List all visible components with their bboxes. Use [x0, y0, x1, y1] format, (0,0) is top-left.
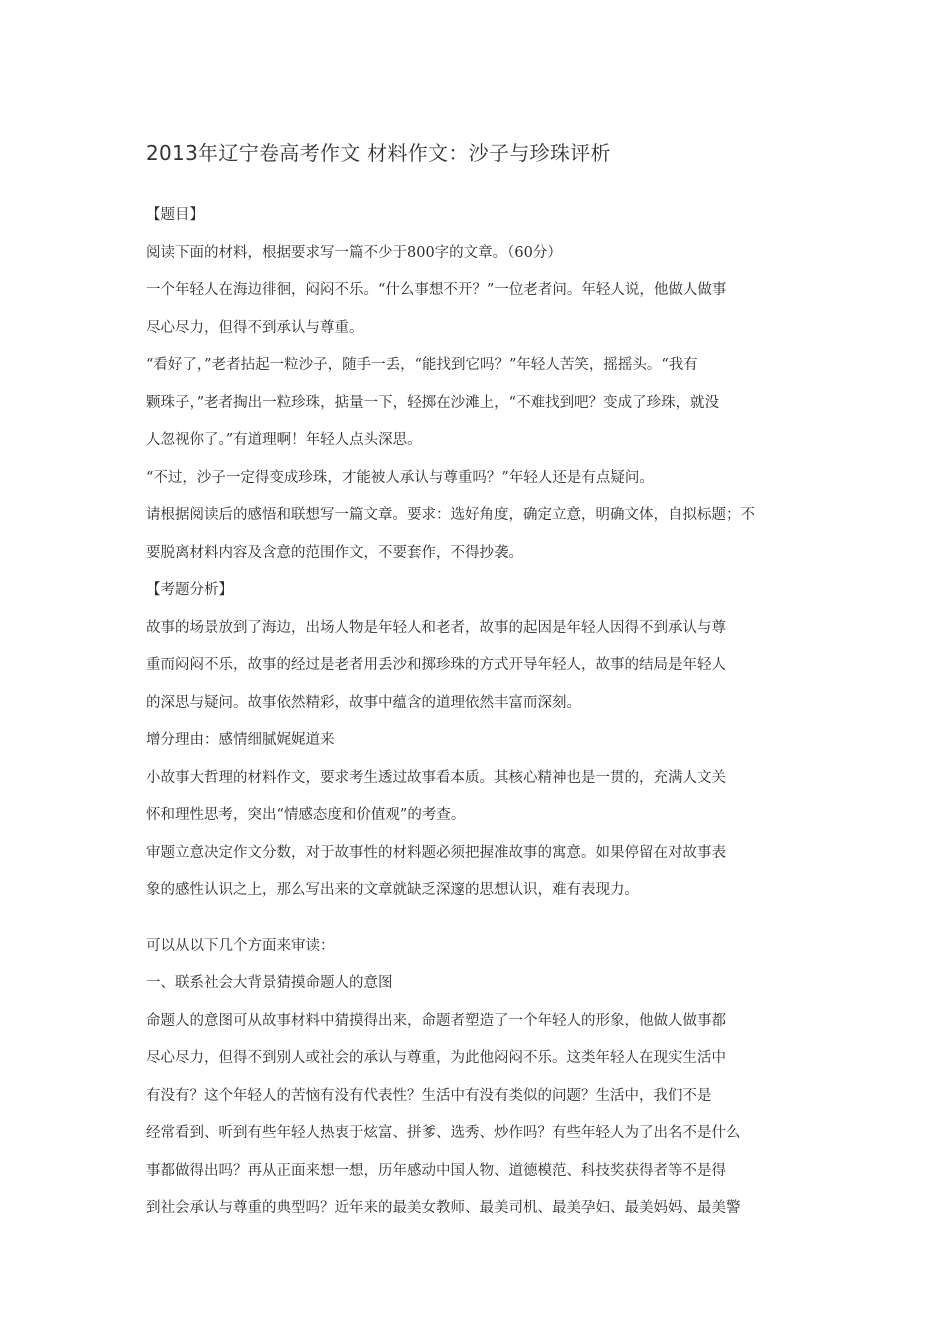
paragraph-line: 到社会承认与尊重的典型吗？近年来的最美女教师、最美司机、最美孕妇、最美妈妈、最美警 — [146, 1200, 741, 1216]
paragraph-line: 阅读下面的材料，根据要求写一篇不少于800字的文章。（60分） — [146, 244, 562, 261]
paragraph-line: “不过，沙子一定得变成珍珠，才能被人承认与尊重吗？”年轻人还是有点疑问。 — [146, 469, 654, 486]
paragraph-line: 故事的场景放到了海边，出场人物是年轻人和老者，故事的起因是年轻人因得不到承认与尊 — [146, 619, 726, 636]
document-title: 2013年辽宁卷高考作文 材料作文：沙子与珍珠评析 — [146, 141, 611, 165]
paragraph-line: 重而闷闷不乐，故事的经过是老者用丢沙和掷珍珠的方式开导年轻人，故事的结局是年轻人 — [146, 657, 726, 673]
paragraph-line: 【题目】 — [146, 207, 204, 223]
paragraph-line: 的深思与疑问。故事依然精彩，故事中蕴含的道理依然丰富而深刻。 — [146, 694, 581, 711]
section-heading: 【考题分析】 — [146, 582, 233, 598]
section-heading: 一、联系社会大背景猜摸命题人的意图 — [146, 975, 393, 991]
paragraph-line: 事都做得出吗？再从正面来想一想，历年感动中国人物、道德模范、科技奖获得者等不是得 — [146, 1162, 726, 1179]
paragraph-line: 小故事大哲理的材料作文，要求考生透过故事看本质。其核心精神也是一贯的，充满人文关 — [146, 769, 726, 786]
paragraph-line: 尽心尽力，但得不到承认与尊重。 — [146, 319, 364, 336]
paragraph-line: 怀和理性思考，突出“情感态度和价值观”的考查。 — [146, 807, 466, 823]
paragraph-line: 增分理由：感情细腻娓娓道来 — [146, 732, 335, 748]
document-body — [146, 197, 818, 1228]
paragraph-line: 人忽视你了。”有道理啊！年轻人点头深思。 — [146, 432, 422, 448]
paragraph-line: “看好了，”老者拈起一粒沙子，随手一丢，“能找到它吗？”年轻人苦笑，摇摇头。“我有 — [146, 357, 698, 373]
paragraph-line: 象的感性认识之上，那么写出来的文章就缺乏深邃的思想认识，难有表现力。 — [146, 882, 639, 898]
paragraph-line: 颗珠子，”老者掏出一粒珍珠，掂量一下，轻掷在沙滩上，“不难找到吧？变成了珍珠，就没 — [146, 394, 720, 411]
paragraph-line: 有没有？这个年轻人的苦恼有没有代表性？生活中有没有类似的问题？生活中，我们不是 — [146, 1087, 712, 1104]
paragraph-line: 一个年轻人在海边徘徊，闷闷不乐。“什么事想不开？”一位老者问。年轻人说，他做人做事 — [146, 282, 727, 298]
paragraph-line: 请根据阅读后的感悟和联想写一篇文章。要求：选好角度，确定立意，明确文体，自拟标题；不 — [146, 507, 755, 523]
paragraph-line: 尽心尽力，但得不到别人或社会的承认与尊重，为此他闷闷不乐。这类年轻人在现实生活中 — [146, 1050, 726, 1066]
paragraph-line: 审题立意决定作文分数，对于故事性的材料题必须把握准故事的寓意。如果停留在对故事表 — [146, 844, 726, 861]
paragraph-line: 经常看到、听到有些年轻人热衷于炫富、拼爹、选秀、炒作吗？有些年轻人为了出名不是什么 — [146, 1125, 741, 1141]
section-spacer — [146, 910, 818, 928]
paragraph-line: 要脱离材料内容及含意的范围作文，不要套作，不得抄袭。 — [146, 544, 523, 561]
paragraph-line: 命题人的意图可从故事材料中猜摸得出来，命题者塑造了一个年轻人的形象，他做人做事都 — [146, 1012, 726, 1029]
paragraph-line: 可以从以下几个方面来审读： — [146, 937, 335, 954]
